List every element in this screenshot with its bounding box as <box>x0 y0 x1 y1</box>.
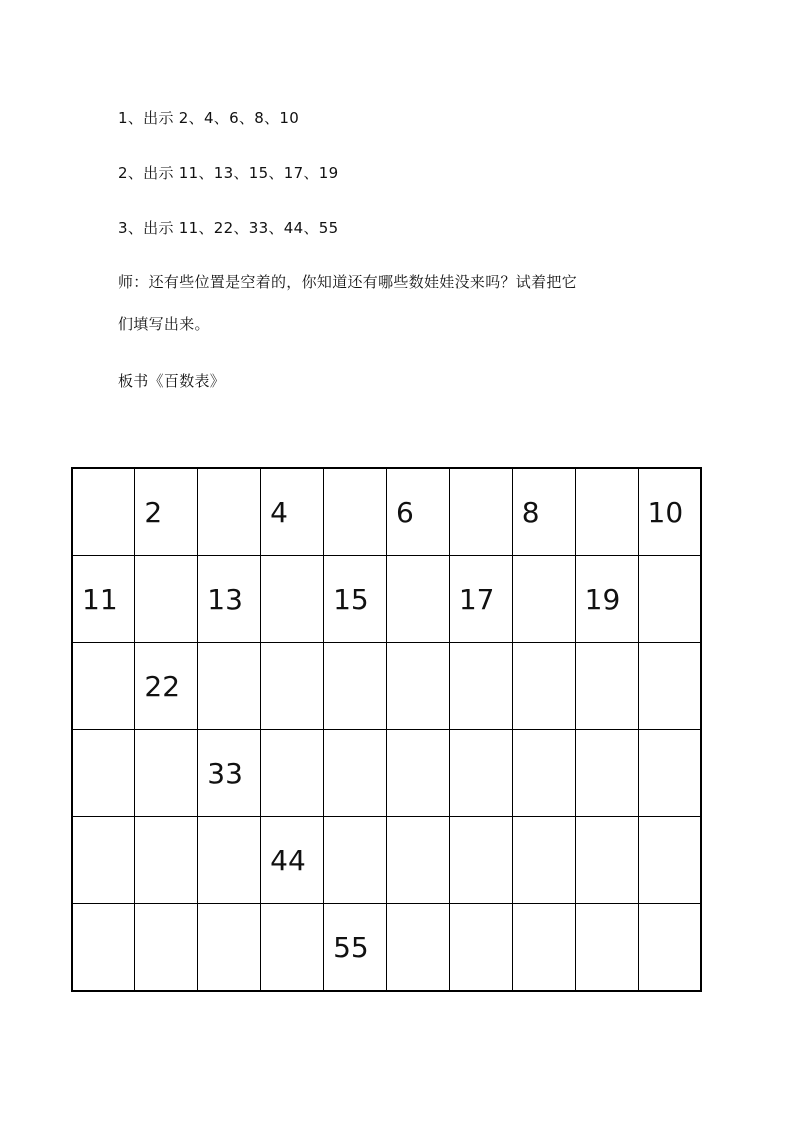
table-cell <box>575 730 638 817</box>
table-cell <box>638 643 701 730</box>
table-cell <box>261 730 324 817</box>
table-cell <box>324 817 387 904</box>
table-cell <box>512 643 575 730</box>
table-cell <box>198 468 261 556</box>
table-row <box>72 643 701 730</box>
hundred-table-body <box>72 468 701 991</box>
table-cell <box>386 817 449 904</box>
table-cell: 13 <box>198 556 261 643</box>
table-cell: 33 <box>198 730 261 817</box>
table-cell <box>72 904 135 992</box>
table-cell: 10 <box>638 468 701 556</box>
table-cell <box>324 730 387 817</box>
table-cell <box>198 643 261 730</box>
table-cell <box>261 556 324 643</box>
table-row <box>72 556 701 643</box>
table-cell: 6 <box>386 468 449 556</box>
table-cell <box>261 904 324 992</box>
table-cell: 17 <box>449 556 512 643</box>
table-cell <box>638 556 701 643</box>
table-cell <box>386 730 449 817</box>
table-cell <box>324 468 387 556</box>
table-cell <box>198 904 261 992</box>
table-cell <box>449 643 512 730</box>
table-cell <box>261 643 324 730</box>
table-cell: 19 <box>575 556 638 643</box>
table-cell <box>512 556 575 643</box>
table-cell <box>72 468 135 556</box>
table-cell: 8 <box>512 468 575 556</box>
table-cell <box>72 643 135 730</box>
table-cell: 2 <box>135 468 198 556</box>
table-cell <box>198 817 261 904</box>
instruction-line-3: 3、出示 11、22、33、44、55 <box>118 219 339 237</box>
table-cell: 11 <box>72 556 135 643</box>
teacher-prompt-line-2: 们填写出来。 <box>118 315 210 333</box>
table-cell <box>575 817 638 904</box>
table-cell <box>135 904 198 992</box>
instruction-line-2: 2、出示 11、13、15、17、19 <box>118 164 339 182</box>
table-cell <box>386 904 449 992</box>
table-row <box>72 817 701 904</box>
table-cell <box>386 556 449 643</box>
table-cell <box>449 904 512 992</box>
table-cell <box>449 468 512 556</box>
table-cell <box>575 643 638 730</box>
table-cell <box>324 643 387 730</box>
table-cell: 55 <box>324 904 387 992</box>
table-cell: 15 <box>324 556 387 643</box>
table-cell <box>449 817 512 904</box>
table-cell <box>135 817 198 904</box>
table-cell <box>638 904 701 992</box>
table-cell <box>638 817 701 904</box>
table-cell <box>512 730 575 817</box>
table-cell <box>72 730 135 817</box>
board-heading: 板书《百数表》 <box>118 372 226 390</box>
table-cell: 4 <box>261 468 324 556</box>
hundred-table <box>71 467 702 992</box>
table-cell <box>135 730 198 817</box>
table-cell <box>135 556 198 643</box>
teacher-prompt-line-1: 师：还有些位置是空着的，你知道还有哪些数娃娃没来吗？试着把它 <box>118 273 578 291</box>
table-cell <box>72 817 135 904</box>
table-cell: 44 <box>261 817 324 904</box>
table-cell: 22 <box>135 643 198 730</box>
table-row <box>72 730 701 817</box>
instruction-line-1: 1、出示 2、4、6、8、10 <box>118 109 300 127</box>
table-cell <box>638 730 701 817</box>
table-cell <box>575 904 638 992</box>
table-row <box>72 904 701 992</box>
table-cell <box>386 643 449 730</box>
table-cell <box>512 904 575 992</box>
table-cell <box>512 817 575 904</box>
table-row <box>72 468 701 556</box>
table-cell <box>449 730 512 817</box>
table-cell <box>575 468 638 556</box>
